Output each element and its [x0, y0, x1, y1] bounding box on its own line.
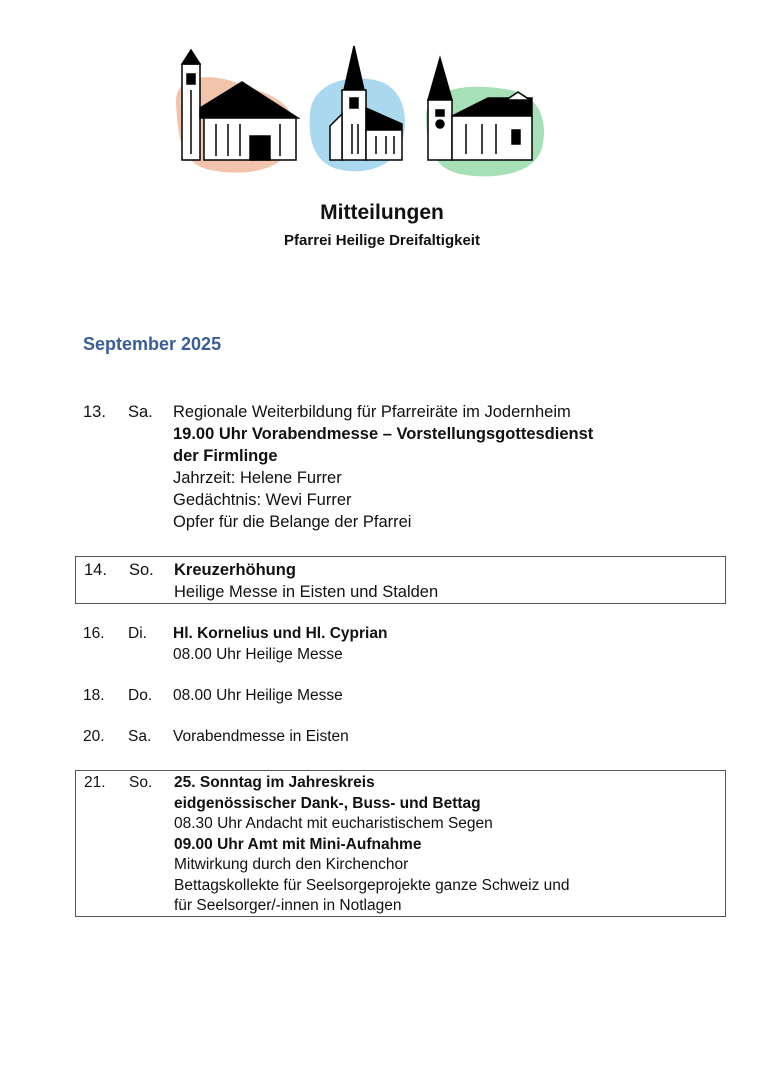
- entry-line: 08.30 Uhr Andacht mit eucharistischem Segen: [174, 815, 493, 832]
- entry-21: [75, 770, 726, 917]
- entry-line: Heilige Messe in Eisten und Stalden: [174, 583, 439, 601]
- entry-line-bold: eidgenössischer Dank-, Buss- und Bettag: [174, 794, 481, 812]
- three-churches-logo-icon: [170, 44, 550, 184]
- page-title: Mitteilungen: [320, 201, 444, 224]
- entry-line: Opfer für die Belange der Pfarrei: [173, 513, 412, 531]
- entry-line: 08.00 Uhr Heilige Messe: [173, 645, 343, 663]
- entry-line: Mitwirkung durch den Kirchenchor: [174, 856, 409, 873]
- month-heading: September 2025: [83, 334, 222, 354]
- entry-line: Bettagskollekte für Seelsorgeprojekte ganze Schweiz und: [174, 876, 570, 894]
- entry-line-bold: Hl. Kornelius und Hl. Cyprian: [173, 625, 388, 642]
- entry-date: 14.: [84, 561, 107, 579]
- entry-day: Sa.: [128, 728, 152, 745]
- entry-line: 08.00 Uhr Heilige Messe: [173, 687, 343, 704]
- entry-line: Gedächtnis: Wevi Furrer: [173, 491, 352, 509]
- entry-line-bold: Kreuzerhöhung: [174, 561, 296, 579]
- entry-20: [75, 727, 726, 748]
- entry-day: Di.: [128, 625, 147, 642]
- entry-line: Regionale Weiterbildung für Pfarreiräte im Jodernheim: [173, 403, 571, 421]
- entry-date: 16.: [83, 625, 105, 642]
- entry-13: [75, 401, 726, 533]
- entry-line: für Seelsorger/-innen in Notlagen: [174, 897, 402, 914]
- entry-18: [75, 686, 726, 707]
- entry-line-bold: der Firmlinge: [173, 447, 278, 465]
- entry-date: 13.: [83, 403, 106, 421]
- entry-date: 21.: [84, 774, 106, 791]
- entry-day: So.: [129, 774, 153, 791]
- entry-date: 20.: [83, 728, 105, 745]
- entry-line-bold: 19.00 Uhr Vorabendmesse – Vorstellungsgottesdienst: [173, 425, 594, 443]
- entry-date: 18.: [83, 687, 105, 704]
- entry-16: [75, 624, 726, 665]
- entry-14: [75, 556, 726, 604]
- entry-day: Sa.: [128, 403, 153, 421]
- entry-line-bold: 25. Sonntag im Jahreskreis: [174, 774, 375, 791]
- church-three: [428, 58, 532, 160]
- entry-line: Jahrzeit: Helene Furrer: [173, 469, 342, 487]
- entry-line: Vorabendmesse in Eisten: [173, 728, 349, 745]
- entry-line-bold: 09.00 Uhr Amt mit Mini-Aufnahme: [174, 835, 422, 853]
- page-subtitle: Pfarrei Heilige Dreifaltigkeit: [284, 232, 480, 249]
- entry-day: So.: [129, 561, 154, 579]
- entry-day: Do.: [128, 687, 153, 704]
